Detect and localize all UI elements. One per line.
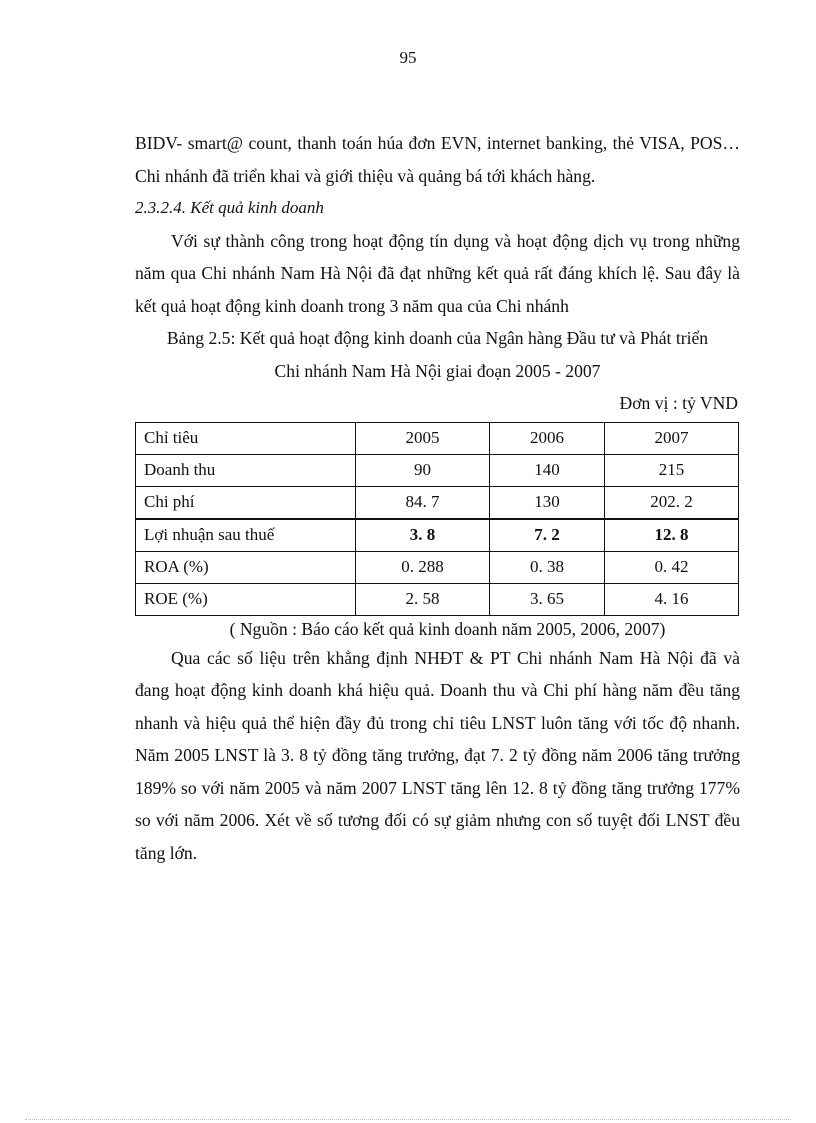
header-cell-indicator: Chỉ tiêu <box>136 422 356 454</box>
cell-2007: 4. 16 <box>604 583 738 615</box>
cell-2007: 0. 42 <box>604 551 738 583</box>
header-cell-2007: 2007 <box>604 422 738 454</box>
table-unit: Đơn vị : tỷ VND <box>619 393 738 413</box>
cell-2007: 202. 2 <box>604 486 738 519</box>
cell-2005: 90 <box>356 454 490 486</box>
analysis-paragraph: Qua các số liệu trên khẳng định NHĐT & PT Chi nhánh Nam Hà Nội đã và đang hoạt động kinh doanh khá hiệu quả. Doanh thu và Chi phí hàng năm đều tăng nhanh và hiệu quả thể hiện đầy đủ trong chỉ tiêu LNST luôn tăng với tốc độ nhanh. Năm 2005 LNST là 3. 8 tỷ đồng tăng trưởng, đạt 7. 2 tỷ đồng năm 2006 tăng trưởng 189% so với năm 2005 và năm 2007 LNST tăng lên 12. 8 tỷ đồng tăng trưởng 177% so với năm 2006. Xét về số tương đối có sự giảm nhưng con số tuyệt đối LNST đều tăng lớn. <box>135 647 740 863</box>
cell-2006: 140 <box>490 454 605 486</box>
cell-2006: 7. 2 <box>490 519 605 552</box>
table-caption-line1: Bảng 2.5: Kết quả hoạt động kinh doanh của Ngân hàng Đầu tư và Phát triển <box>166 328 709 348</box>
row-label: ROA (%) <box>136 551 356 583</box>
table-row-cost <box>136 486 739 519</box>
row-label: Doanh thu <box>136 454 356 486</box>
results-table <box>135 422 739 616</box>
results-intro-paragraph: Với sự thành công trong hoạt động tín dụng và hoạt động dịch vụ trong những năm qua Chi nhánh Nam Hà Nội đã đạt những kết quả rất đáng khích lệ. Sau đây là kết quả hoạt động kinh doanh trong 3 năm qua của Chi nhánh <box>135 230 740 316</box>
page-number: 95 <box>399 48 417 67</box>
row-label: Lợi nhuận sau thuế <box>136 519 356 552</box>
page-bottom-divider <box>25 1119 791 1120</box>
header-cell-2006: 2006 <box>490 422 605 454</box>
cell-2007: 215 <box>604 454 738 486</box>
row-label: Chi phí <box>136 486 356 519</box>
cell-2005: 84. 7 <box>356 486 490 519</box>
intro-paragraph: BIDV- smart@ count, thanh toán húa đơn EVN, internet banking, thẻ VISA, POS… Chi nhánh đã triển khai và giới thiệu và quảng bá tới khách hàng. <box>135 133 740 186</box>
cell-2007: 12. 8 <box>604 519 738 552</box>
section-heading: 2.3.2.4. Kết quả kinh doanh <box>135 198 324 217</box>
table-caption-line2: Chi nhánh Nam Hà Nội giai đoạn 2005 - 2007 <box>274 360 601 381</box>
row-label: ROE (%) <box>136 583 356 615</box>
header-cell-2005: 2005 <box>356 422 490 454</box>
cell-2005: 3. 8 <box>356 519 490 552</box>
document-body <box>135 127 740 869</box>
cell-2006: 130 <box>490 486 605 519</box>
cell-2005: 2. 58 <box>356 583 490 615</box>
table-row-revenue <box>136 454 739 486</box>
cell-2005: 0. 288 <box>356 551 490 583</box>
table-row-net-profit <box>136 519 739 552</box>
table-row-roe <box>136 583 739 615</box>
table-row-roa <box>136 551 739 583</box>
table-header-row <box>136 422 739 454</box>
cell-2006: 3. 65 <box>490 583 605 615</box>
cell-2006: 0. 38 <box>490 551 605 583</box>
table-source: ( Nguồn : Báo cáo kết quả kinh doanh năm 2005, 2006, 2007) <box>229 618 666 639</box>
